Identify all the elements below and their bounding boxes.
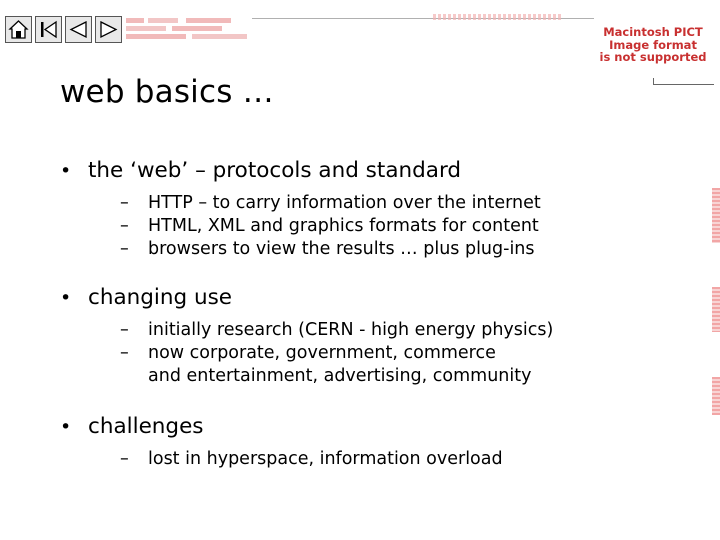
sub-bullet-item: – HTTP – to carry information over the internet bbox=[120, 193, 541, 213]
sub-bullet-list bbox=[120, 319, 700, 388]
sub-bullet-item: – now corporate, government, commerce and entertainment, advertising, community bbox=[120, 342, 700, 388]
sub-bullet-continuation: and entertainment, advertising, community bbox=[148, 366, 532, 386]
bullet-text: challenges bbox=[88, 414, 204, 439]
sub-bullet-text: now corporate, government, commerce bbox=[148, 343, 496, 363]
sub-bullet-text: HTTP – to carry information over the internet bbox=[148, 193, 541, 213]
faded-header-graphic bbox=[126, 16, 251, 40]
slide-content bbox=[60, 156, 700, 471]
sub-bullet-list bbox=[120, 192, 700, 261]
sub-bullet-text: browsers to view the results … plus plug-ins bbox=[148, 239, 535, 259]
sub-bullet-text: initially research (CERN - high energy physics) bbox=[148, 320, 554, 340]
sub-bullet-list bbox=[120, 448, 700, 471]
bullet-item bbox=[60, 156, 700, 186]
bullet-icon: • bbox=[60, 416, 72, 438]
bullet-icon: • bbox=[60, 287, 72, 309]
previous-slide-icon bbox=[68, 19, 89, 40]
sub-bullet-text: HTML, XML and graphics formats for content bbox=[148, 216, 539, 236]
sub-bullet-text: lost in hyperspace, information overload bbox=[148, 449, 503, 469]
faded-header-bar bbox=[433, 14, 561, 20]
sub-bullet-item: – initially research (CERN - high energy physics) bbox=[120, 320, 554, 340]
bullet-text: changing use bbox=[88, 285, 233, 310]
sub-bullet-item: – browsers to view the results … plus plug-ins bbox=[120, 239, 535, 259]
bullet-item bbox=[60, 412, 700, 442]
sub-bullet-item: – lost in hyperspace, information overload bbox=[120, 449, 503, 469]
first-slide-icon bbox=[38, 19, 59, 40]
next-slide-button[interactable] bbox=[95, 16, 122, 43]
slide-title: web basics … bbox=[60, 74, 274, 110]
sub-bullet-item: – HTML, XML and graphics formats for content bbox=[120, 216, 539, 236]
previous-slide-button[interactable] bbox=[65, 16, 92, 43]
next-slide-icon bbox=[98, 19, 119, 40]
edge-artifact bbox=[712, 377, 720, 415]
home-icon bbox=[8, 19, 29, 40]
bullet-item bbox=[60, 283, 700, 313]
slide-navigation bbox=[5, 16, 122, 43]
bullet-icon: • bbox=[60, 160, 72, 182]
faded-logo-graphic bbox=[126, 16, 251, 40]
placeholder-frame-corner bbox=[653, 78, 714, 85]
edge-artifact bbox=[712, 287, 720, 332]
unsupported-image-placeholder: Macintosh PICT Image format is not supported bbox=[599, 25, 707, 64]
home-button[interactable] bbox=[5, 16, 32, 43]
edge-artifact bbox=[712, 188, 720, 243]
bullet-text: the ‘web’ – protocols and standard bbox=[88, 158, 462, 183]
first-slide-button[interactable] bbox=[35, 16, 62, 43]
